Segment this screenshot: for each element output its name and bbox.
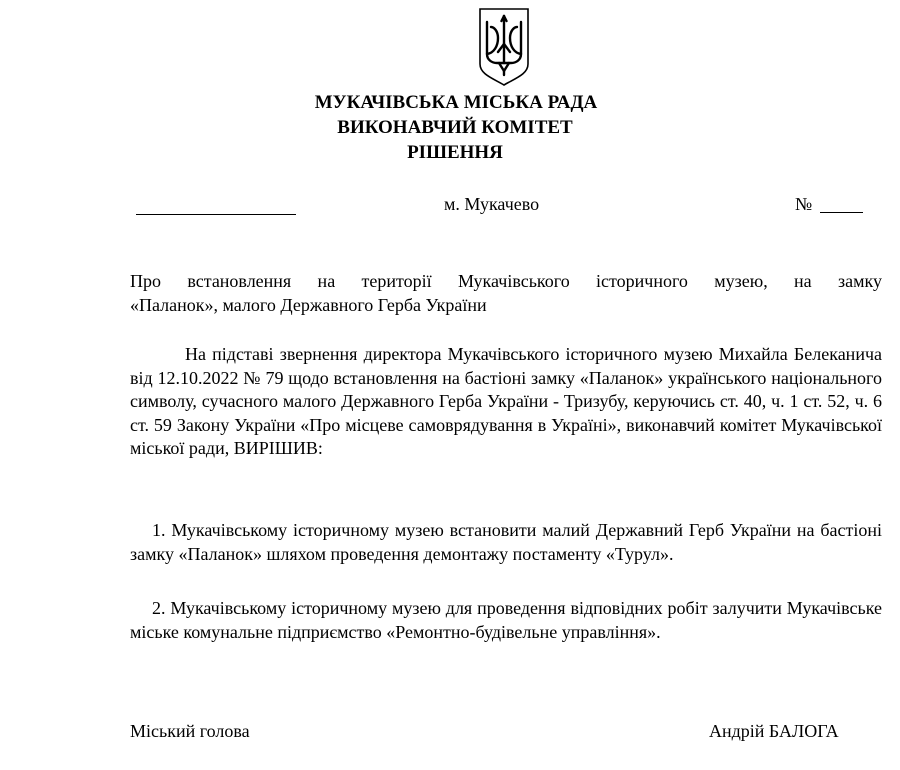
decision-subject (130, 269, 882, 317)
subject-line-1: Про встановлення на території Мукачівського історичного музею, на замку (130, 271, 882, 291)
number-label: № (795, 194, 813, 214)
decision-number (795, 193, 863, 215)
signatory-role: Міський голова (130, 721, 250, 741)
date-blank-line (136, 196, 296, 215)
signatory-name: Андрій БАЛОГА (709, 721, 839, 741)
subject-line-2: «Паланок», малого Державного Герба України (130, 295, 487, 315)
council-title: МУКАЧІВСЬКА МІСЬКА РАДА (314, 92, 598, 113)
resolution-item-1: 1. Мукачівському історичному музею встановити малий Державний Герб України на бастіоні замку «Паланок» шляхом проведення демонтажу постаменту «Турул». (130, 520, 882, 564)
committee-title: ВИКОНАВЧИЙ КОМІТЕТ (337, 117, 573, 138)
coat-of-arms-trident-icon (478, 8, 530, 86)
resolution-item-2: 2. Мукачівському історичному музею для проведення відповідних робіт залучити Мукачівське міське комунальне підприємство «Ремонтно-будівельне управління». (130, 598, 882, 642)
city-label: м. Мукачево (444, 194, 540, 214)
document-type-title: РІШЕННЯ (407, 142, 503, 163)
intro-paragraph: На підставі звернення директора Мукачівського історичного музею Михайла Белеканича від 12.10.2022 № 79 щодо встановлення на бастіоні замку «Паланок» українського національного символу, сучасного малого Державного Герба України - Тризубу, керуючись ст. 40, ч. 1 ст. 52, ч. 6 ст. 59 Закону України «Про місцеве самоврядування в Україні», виконавчий комітет Мукачівської міської ради, ВИРІШИВ: (130, 344, 882, 458)
number-blank-line (820, 196, 863, 213)
